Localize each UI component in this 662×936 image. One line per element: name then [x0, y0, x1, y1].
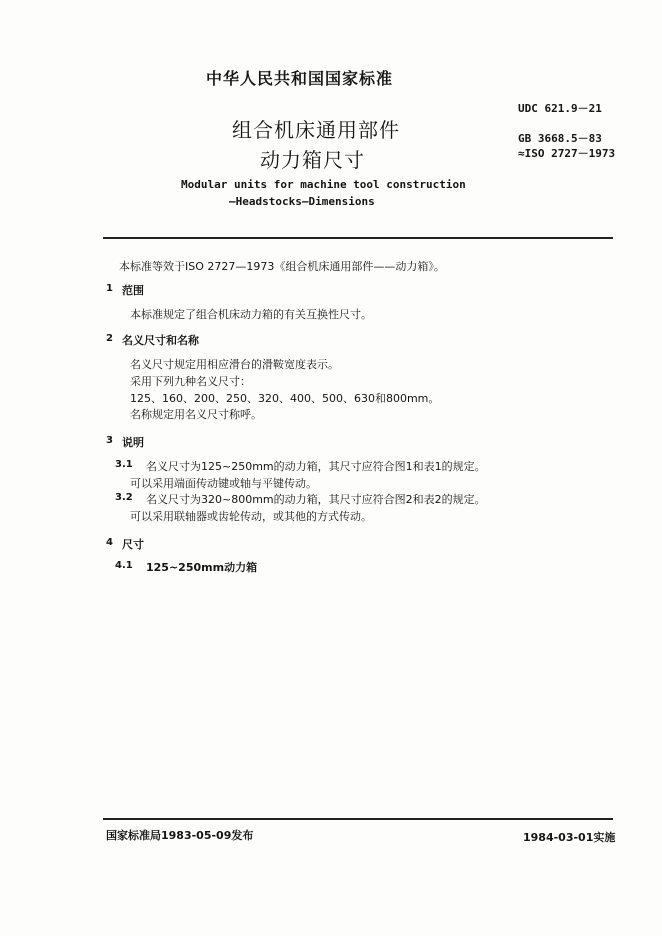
section-1-number: 1 — [106, 283, 113, 294]
section-2-title: 名义尺寸和名称 — [122, 334, 199, 347]
english-title-line2: —Headstocks—Dimensions — [229, 195, 375, 208]
subsection-4-1-title: 125~250mm动力箱 — [146, 561, 258, 574]
section-2-line: 名义尺寸规定用相应滑台的滑鞍宽度表示。 — [130, 358, 339, 371]
section-1-title: 范围 — [122, 284, 144, 297]
section-2-line: 采用下列九种名义尺寸： — [130, 375, 251, 388]
intro-paragraph: 本标准等效于ISO 2727—1973《组合机床通用部件——动力箱》。 — [119, 260, 445, 273]
section-3-number: 3 — [106, 435, 113, 446]
subsection-3-1-line1: 名义尺寸为125~250mm的动力箱，其尺寸应符合图1和表1的规定。 — [146, 460, 486, 473]
section-4-title: 尺寸 — [122, 538, 144, 551]
document-title-line1: 组合机床通用部件 — [232, 118, 400, 142]
gb-number: GB 3668.5－83 — [518, 132, 602, 145]
section-3-title: 说明 — [122, 436, 144, 449]
section-1-text: 本标准规定了组合机床动力箱的有关互换性尺寸。 — [130, 308, 372, 321]
issue-date: 国家标准局1983-05-09发布 — [106, 829, 254, 842]
udc-code: UDC 621.9－21 — [518, 102, 602, 115]
section-4-number: 4 — [106, 537, 113, 548]
english-title-line1: Modular units for machine tool construction — [181, 178, 466, 191]
standard-type-heading: 中华人民共和国国家标准 — [206, 69, 394, 88]
iso-equivalent: ≈ISO 2727－1973 — [518, 147, 616, 160]
section-2-number: 2 — [106, 333, 113, 344]
document-title-line2: 动力箱尺寸 — [260, 148, 365, 172]
subsection-3-2-line1: 名义尺寸为320~800mm的动力箱，其尺寸应符合图2和表2的规定。 — [146, 493, 486, 506]
subsection-3-2-line2: 可以采用联轴器或齿轮传动，或其他的方式传动。 — [130, 510, 372, 523]
subsection-3-2-number: 3.2 — [115, 492, 133, 503]
header-divider — [103, 237, 613, 239]
section-2-line: 名称规定用名义尺寸称呼。 — [130, 408, 262, 421]
subsection-4-1-number: 4.1 — [115, 560, 133, 571]
section-2-line: 125、160、200、250、320、400、500、630和800mm。 — [130, 392, 440, 405]
effective-date: 1984-03-01实施 — [523, 831, 616, 844]
subsection-3-1-number: 3.1 — [115, 459, 133, 470]
subsection-3-1-line2: 可以采用端面传动键或轴与平键传动。 — [130, 477, 317, 490]
footer-divider — [103, 818, 613, 820]
